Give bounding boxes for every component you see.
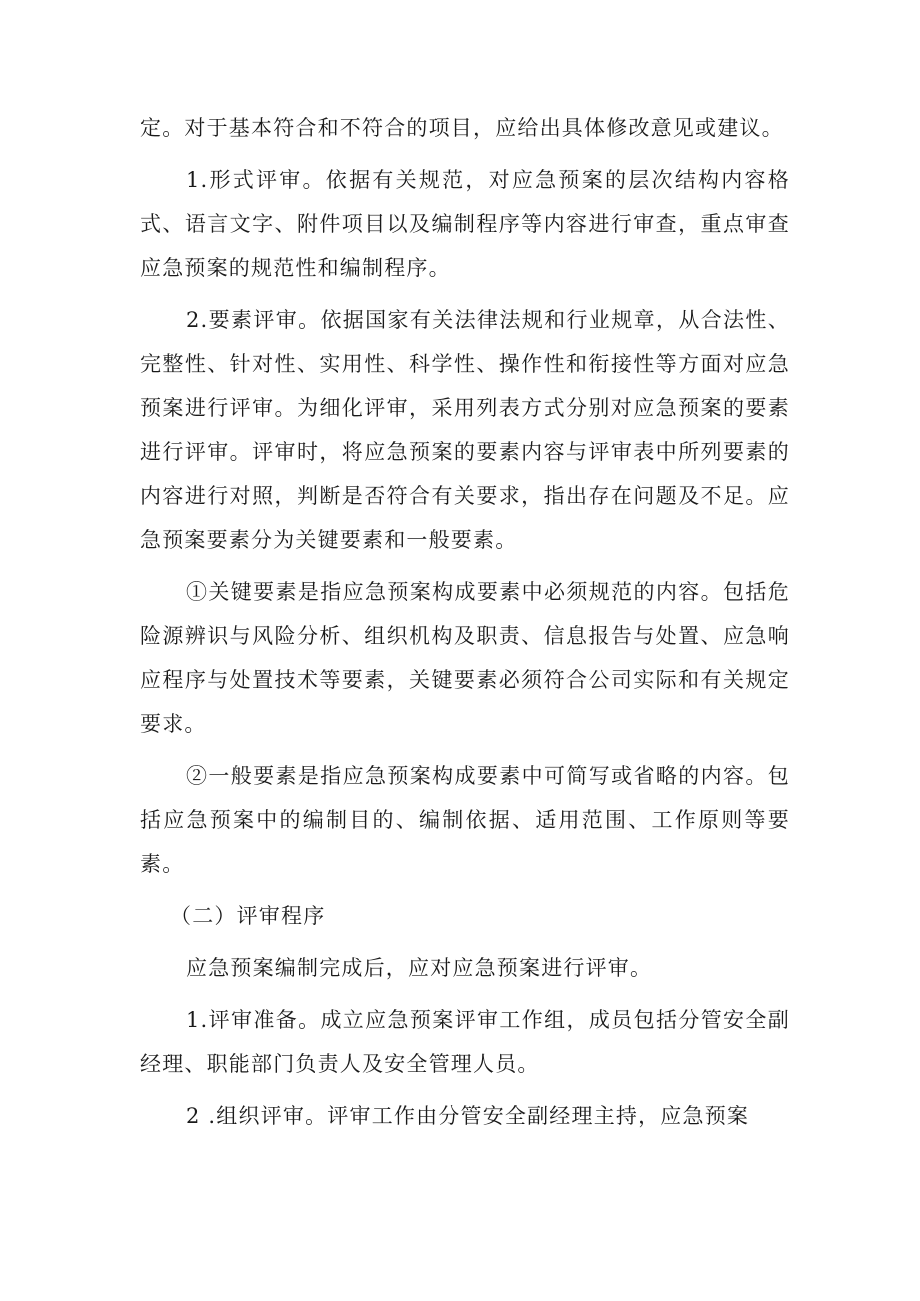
paragraph-element-review: 2.要素评审。依据国家有关法律法规和行业规章，从合法性、完整性、针对性、实用性、科学性、操作性和衔接性等方面对应急预案进行评审。为细化评审，采用列表方式分别对应急预案的要素进行评审。评审时，将应急预案的要素内容与评审表中所列要素的内容进行对照，判断是否符合有关要求，指出存在问题及不足。应急预案要素分为关键要素和一般要素。 [140, 308, 790, 552]
document-body [140, 106, 790, 1146]
paragraph-organize-review: 2 .组织评审。评审工作由分管安全副经理主持，应急预案 [186, 1104, 750, 1128]
paragraph-review-intro: 应急预案编制完成后，应对应急预案进行评审。 [186, 956, 653, 980]
paragraph-form-review: 1.形式评审。依据有关规范，对应急预案的层次结构内容格式、语言文字、附件项目以及编制程序等内容进行审查，重点审查应急预案的规范性和编制程序。 [140, 168, 790, 280]
paragraph-key-elements: ①关键要素是指应急预案构成要素中必须规范的内容。包括危险源辨识与风险分析、组织机构及职责、信息报告与处置、应急响应程序与处置技术等要素，关键要素必须符合公司实际和有关规定要求。 [140, 580, 790, 736]
paragraph-general-elements: ②一般要素是指应急预案构成要素中可简写或省略的内容。包括应急预案中的编制目的、编制依据、适用范围、工作原则等要素。 [140, 764, 790, 876]
paragraph-review-preparation: 1.评审准备。成立应急预案评审工作组，成员包括分管安全副经理、职能部门负责人及安全管理人员。 [140, 1008, 790, 1076]
paragraph-continuation: 定。对于基本符合和不符合的项目，应给出具体修改意见或建议。 [140, 116, 784, 140]
section-heading-review-procedure: （二）评审程序 [170, 904, 326, 928]
